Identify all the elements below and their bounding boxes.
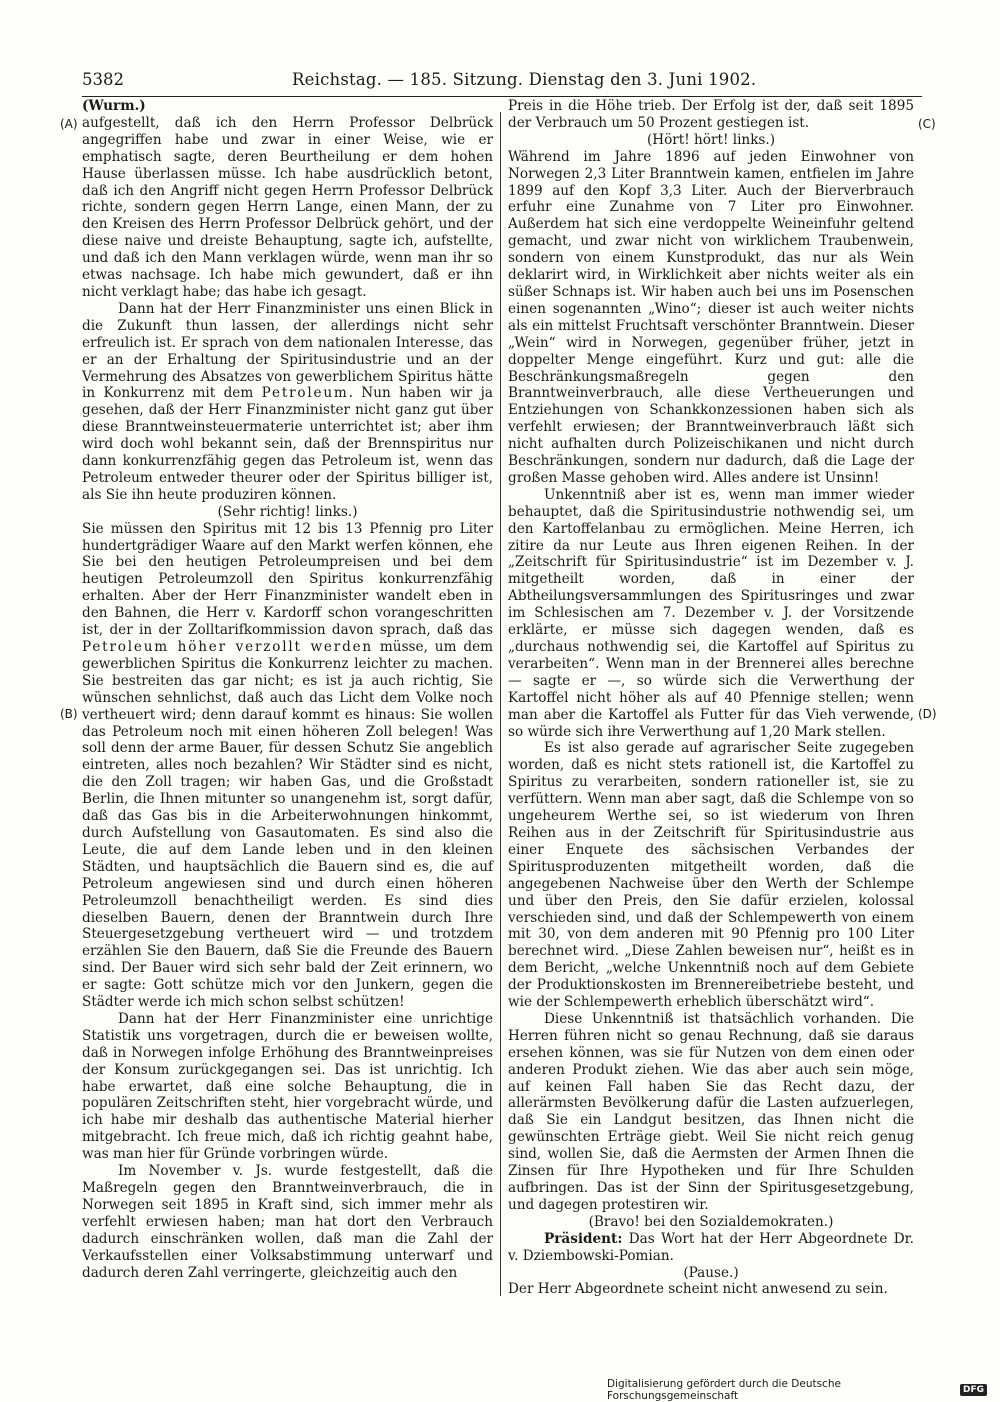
paragraph: Dann hat der Herr Finanzminister eine unrichtige Statistik uns vorgetragen, durch die er beweisen wollte, daß in Norwegen infolge Erhöhung des Branntweinpreises der Konsum zurückgegangen sei. Das ist unrichtig. Ich habe erwartet, daß eine solche Behauptung, die in populären Zeitschriften steht, hier vorgebracht würde, und ich habe mir deshalb das authentische Material hierher mitgebracht. Ich freue mich, daß ich richtig geahnt habe, was man hier für Gründe vorbringen würde. (82, 1010, 493, 1163)
paragraph: Der Herr Abgeordnete scheint nicht anwesend zu sein. (508, 1281, 888, 1298)
president-statement (508, 1231, 914, 1265)
text-run: müsse, um dem gewerblichen Spiritus die Konkurrenz leichter zu machen. Sie bestreiten das gar nicht; es ist ja auch richtig, Sie wünschen sehnlichst, daß auch das Licht dem Volke noch vertheuert wird; denn darauf kommt es hinaus: Sie wollen das Petroleum noch mit einen höheren Zoll belegen! Was soll denn der arme Bauer, für dessen Schutz Sie angeblich eintreten, alles noch bezahlen? Wir Städter sind es nicht, die den Zoll tragen; wir haben Gas, und die Großstadt Berlin, die Ihnen mitunter so unangenehm ist, sorgt dafür, daß das Gas bis in die Arbeiterwohnungen hinkommt, durch Aufstellung von Gasautomaten. Es sind also die Leute, die auf dem Lande leben und in den kleinen Städten, und hauptsächlich die Bauern sind es, die auf Petroleum angewiesen sind und durch einen höheren Petroleumzoll benachtheiligt werden. Es sind dies dieselben Bauern, denen der Branntwein durch Ihre Steuergesetzgebung vertheuert wird — und trotzdem erzählen Sie den Bauern, daß Sie die Freunde des Bauern sind. Der Bauer wird sich sehr bald der Zeit erinnern, wo er sagte: Gott schütze mich vor den Junkern, gegen die Städter werde ich mich schon selbst schützen! (82, 639, 494, 1011)
paragraph: aufgestellt, daß ich den Herrn Professor Delbrück angegriffen habe und zwar in einer Weise, wie er emphatisch sagte, deren Beurtheilung er dem hohen Hause überlassen müsse. Ich habe ausdrücklich betont, daß ich den Angriff nicht gegen Herrn Professor Delbrück richte, sondern gegen Herrn Lange, einen Mann, der zu den Kreisen des Herrn Professor Delbrück gehört, und der diese naive und dreiste Behauptung, sagte ich, aufstellte, und daß ich den Mann verklagen würde, wenn man ihr so etwas nachsage. Ich habe mich gewundert, daß er ihn nicht verklagt habe; das habe ich gesagt. (82, 114, 493, 300)
paragraph (82, 301, 493, 504)
margin-marker-b: (B) (60, 707, 78, 721)
emphasis: Petroleum höher verzollt werden (82, 639, 373, 655)
text-run: Sie müssen den Spiritus mit 12 bis 13 Pfennig pro Liter hundertgrädiger Waare auf den Markt werfen können, ehe Sie bei den heutigen Petroleumpreisen und bei dem heutigen Petroleumzoll den Spiritus konkurrenzfähig erhalten. Aber der Herr Finanzminister wandelt eben in den Bahnen, die Herr v. Kardorff schon vorangeschritten ist, der in der Zolltarifkommission davon sprach, daß das (82, 520, 493, 639)
president-label: Präsident: (544, 1230, 623, 1247)
paragraph: Unkenntniß aber ist es, wenn man immer wieder behauptet, daß die Spiritusindustrie nothwendig sei, um den Kartoffelanbau zu ermöglichen. Meine Herren, ich zitire da nur Leute aus Ihren eigenen Reihen. In der „Zeitschrift für Spiritusindustrie“ ist im Dezember v. J. mitgetheilt worden, daß in einer der Abtheilungsversammlungen des Spiritusringes und zwar im Schlesischen am 7. Dezember v. J. der Vorsitzende erklärte, er müsse sich dagegen wenden, daß es „durchaus nothwendig sei, die Kartoffel auf Spiritus zu verarbeiten“. Wenn man in der Brennerei alles berechne — sagte er —, so würde sich die Verwerthung der Kartoffel nicht höher als auf 40 Pfennige stellen; wenn man aber die Kartoffel als Futter für das Vieh verwende, so würde sich ihre Verwerthung auf 1,20 Mark stellen. (508, 486, 914, 740)
dfg-logo: DFG (960, 1384, 987, 1396)
interjection: (Pause.) (683, 1264, 739, 1281)
footer-text: Digitalisierung gefördert durch die Deutsche Forschungsgemeinschaft (607, 1378, 841, 1402)
paragraph: Während im Jahre 1896 auf jeden Einwohner von Norwegen 2,3 Liter Branntwein kamen, entfielen im Jahre 1899 auf den Kopf 3,3 Liter. Auch der Bierverbrauch erfuhr eine Zunahme von 7 Liter pro Einwohner. Außerdem hat sich eine verdoppelte Weineinfuhr geltend gemacht, und zwar nicht von wirklichem Traubenwein, sondern von einem Kunstprodukt, das nur als Wein deklarirt wird, in Wirklichkeit aber nichts weiter als ein süßer Schnaps ist. Wir haben auch bei uns im Posenschen einen sogenannten „Wino“; dieser ist auch weiter nichts als ein mittelst Fruchtsaft verschönter Branntwein. Dieser „Wein“ wird in Norwegen, gegenüber früher, jetzt in doppelter Menge eingeführt. Kurz und gut: alle die Beschränkungsmaßregeln gegen den Branntweinverbrauch, alle diese Vertheuerungen und Entziehungen von Schankkonzessionen haben sich als verfehlt erwiesen; der Branntweinverbrauch läßt sich nicht aufhalten durch Polizeischikanen und nicht durch Beschränkungen, sondern nur dadurch, daß die Lage der großen Masse gehoben wird. Alles andere ist Unsinn! (508, 148, 914, 486)
header-rule (82, 96, 922, 97)
right-column (508, 98, 914, 1298)
text-run: . Nun haben wir ja gesehen, daß der Herr Finanzminister nicht ganz gut über diese Branntweinsteuermaterie unterrichtet ist; aber ihm wird doch wohl bekannt sein, daß der Brennspiritus nur dann konkurrenzfähig gegen das Petroleum ist, wenn das Petroleum entweder theurer oder der Spiritus billiger ist, als Sie ihn heute produziren können. (82, 385, 493, 503)
interjection: (Sehr richtig! links.) (217, 503, 358, 520)
paragraph: Diese Unkenntniß ist thatsächlich vorhanden. Die Herren führen nicht so genau Rechnung, daß sie daraus ersehen können, was sie für Nutzen von dem einen oder anderen Produkt ziehen. Wie das aber auch sein möge, auf keinen Fall haben Sie das Recht dazu, der allerärmsten Bevölkerung dafür die Lasten aufzuerlegen, daß Sie ein Landgut besitzen, das Ihnen nicht die gewünschten Erträge giebt. Weil Sie nicht reich genug sind, wollen Sie, daß die Aermsten der Armen Ihnen die Zinsen für Ihre Hypotheken und für Ihre Schulden aufbringen. Das ist der Sinn der Spiritusgesetzgebung, und dagegen protestiren wir. (508, 1010, 914, 1213)
running-title: Reichstag. — 185. Sitzung. Dienstag den 3. Juni 1902. (292, 70, 757, 89)
paragraph: Es ist also gerade auf agrarischer Seite zugegeben worden, daß es nicht stets rationell ist, die Kartoffel zu Spiritus zu verarbeiten, sondern rationeller ist, sie zu verfüttern. Wenn man aber sagt, daß die Schlempe von so ungeheurem Werthe sei, so ist wiederum von Ihren Reihen aus in der Zeitschrift für Spiritusindustrie aus einer Enquete des sächsischen Verbandes der Spiritusproduzenten mitgetheilt worden, daß die angegebenen Nachweise über den Werth der Schlempe und über den Preis, den Sie dafür erzielen, kolossal verschieden sind, und daß der Schlempewerth von einem mit 30, von dem anderen mit 90 Pfennig pro 100 Liter berechnet wird. „Diese Zahlen beweisen nur“, heißt es in dem Bericht, „welche Unkenntniß noch auf dem Gebiete der Produktionskosten im Brennereibetriebe besteht, und wie der Schlempewerth erheblich überschätzt wird“. (508, 740, 914, 1011)
digitization-footer (607, 1378, 987, 1402)
text-run: Das Wort hat der Herr Abgeordnete Dr. v. Dziembowski-Pomian. (508, 1230, 914, 1264)
interjection: (Hört! hört! links.) (646, 131, 776, 148)
column-divider (500, 112, 501, 1296)
margin-marker-c: (C) (918, 117, 936, 131)
paragraph: Preis in die Höhe trieb. Der Erfolg ist der, daß seit 1895 der Verbrauch um 50 Prozent gestiegen ist. (508, 98, 914, 131)
paragraph (82, 521, 493, 1011)
page-number: 5382 (82, 70, 124, 89)
margin-marker-a: (A) (60, 117, 78, 131)
margin-marker-d: (D) (918, 707, 937, 721)
left-column (82, 98, 493, 1281)
emphasis: Petroleum (261, 385, 349, 402)
speaker-label: (Wurm.) (82, 98, 146, 114)
interjection: (Bravo! bei den Sozialdemokraten.) (588, 1213, 834, 1230)
page-header (82, 70, 922, 94)
paragraph: Im November v. Js. wurde festgestellt, daß die Maßregeln gegen den Branntweinverbrauch, die in Norwegen seit 1895 in Kraft sind, sich immer mehr als verfehlt erwiesen haben; man hat dort den Verbrauch dadurch einschränken wollen, daß man die Zahl der Verkaufsstellen einer Volksabstimmung unterwarf und dadurch deren Zahl verringerte, gleichzeitig auch den (82, 1163, 493, 1281)
text-run: Dann hat der Herr Finanzminister uns einen Blick in die Zukunft thun lassen, der allerdings nicht sehr erfreulich ist. Er sprach von dem nationalen Interesse, das er an der Erhaltung der Spiritusindustrie und an der Vermehrung des Absatzes von gewerblichem Spiritus hätte in Konkurrenz mit dem (82, 300, 493, 402)
